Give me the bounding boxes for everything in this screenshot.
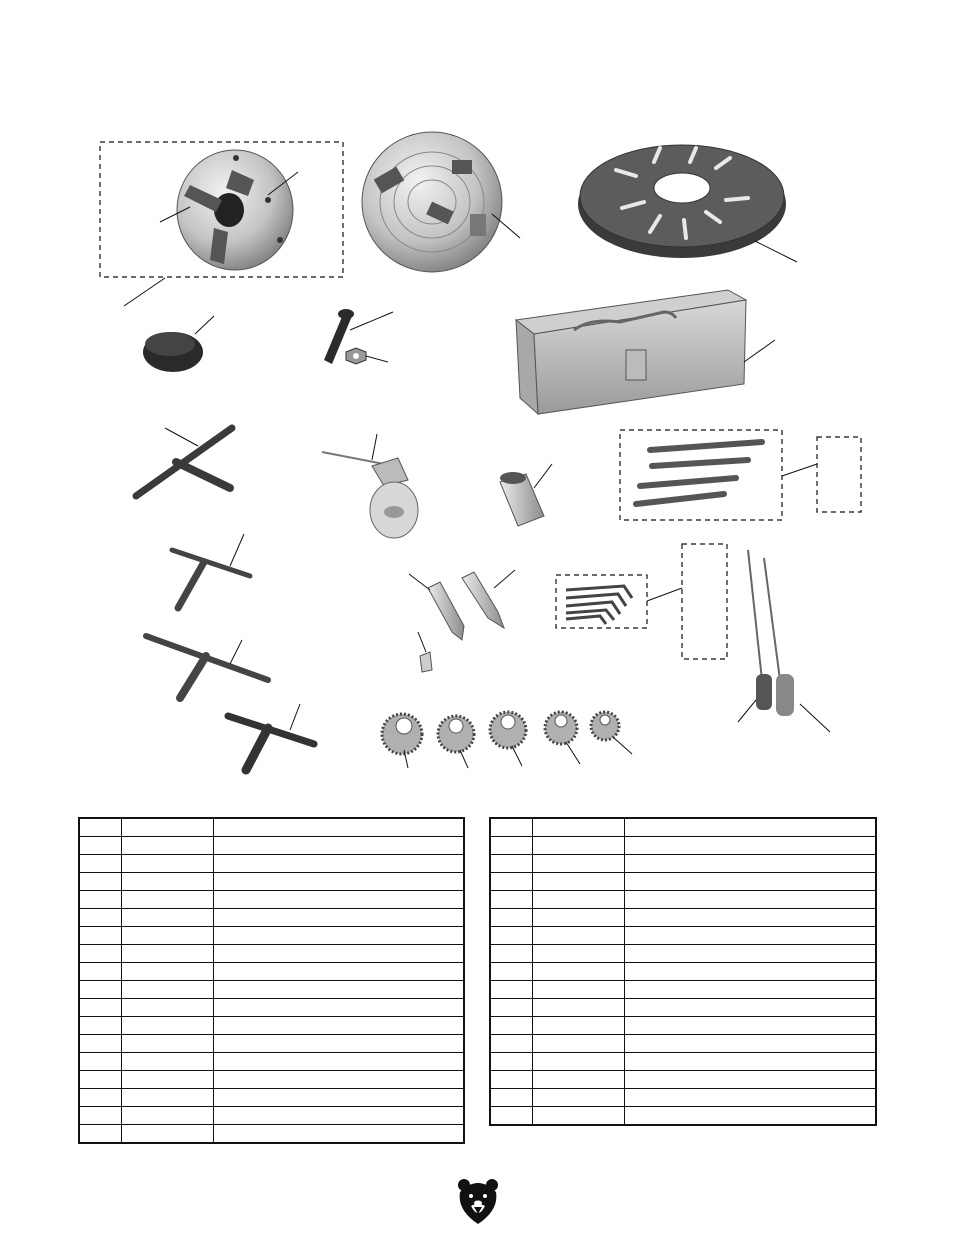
description-cell	[213, 1107, 464, 1125]
description-cell	[624, 1071, 876, 1089]
ref-cell	[490, 873, 532, 891]
table-row	[79, 873, 464, 891]
part-number-cell	[532, 963, 624, 981]
ref-cell	[490, 818, 532, 837]
t-handle-key-2	[146, 636, 268, 698]
toolbox	[516, 290, 775, 414]
description-cell	[624, 1017, 876, 1035]
table-row	[79, 1035, 464, 1053]
description-cell	[213, 818, 464, 837]
table-row	[79, 855, 464, 873]
description-cell	[213, 1053, 464, 1071]
description-cell	[213, 1125, 464, 1144]
large-chuck-key	[136, 428, 232, 496]
description-cell	[624, 981, 876, 999]
part-number-cell	[121, 1053, 213, 1071]
part-number-cell	[121, 963, 213, 981]
table-row	[79, 1125, 464, 1144]
table-row	[79, 1071, 464, 1089]
ref-cell	[79, 855, 121, 873]
description-cell	[213, 891, 464, 909]
part-number-cell	[121, 818, 213, 837]
ref-cell	[490, 999, 532, 1017]
description-cell	[624, 1035, 876, 1053]
part-number-cell	[532, 1107, 624, 1126]
description-cell	[624, 927, 876, 945]
part-number-cell	[121, 1071, 213, 1089]
description-cell	[624, 837, 876, 855]
ref-cell	[79, 818, 121, 837]
change-gears	[382, 712, 632, 768]
table-row	[490, 1017, 876, 1035]
part-number-cell	[532, 1053, 624, 1071]
table-row	[490, 1053, 876, 1071]
description-cell	[624, 963, 876, 981]
ref-cell	[79, 1071, 121, 1089]
description-cell	[624, 999, 876, 1017]
ref-cell	[490, 945, 532, 963]
table-row	[490, 909, 876, 927]
ref-cell	[79, 927, 121, 945]
ref-cell	[490, 1089, 532, 1107]
part-number-cell	[121, 1125, 213, 1144]
part-number-cell	[121, 1107, 213, 1125]
description-cell	[213, 873, 464, 891]
table-row	[490, 981, 876, 999]
faceplate	[578, 145, 797, 262]
part-number-cell	[532, 999, 624, 1017]
table-row	[490, 891, 876, 909]
ref-cell	[490, 909, 532, 927]
ref-cell	[490, 1035, 532, 1053]
description-cell	[624, 909, 876, 927]
table-row	[490, 855, 876, 873]
hex-wrench-set	[556, 544, 727, 659]
inventory-table-left	[78, 817, 465, 1144]
ref-cell	[490, 1017, 532, 1035]
table-row	[490, 873, 876, 891]
part-number-cell	[121, 873, 213, 891]
bolt-and-hex-nut	[324, 309, 393, 364]
three-jaw-chuck	[100, 142, 343, 306]
ref-cell	[79, 999, 121, 1017]
description-cell	[624, 945, 876, 963]
ref-cell	[79, 1035, 121, 1053]
screwdrivers	[738, 550, 830, 732]
ref-cell	[79, 873, 121, 891]
ref-cell	[79, 1125, 121, 1144]
description-cell	[213, 1017, 464, 1035]
part-number-cell	[121, 981, 213, 999]
part-number-cell	[532, 945, 624, 963]
table-row	[490, 837, 876, 855]
table-row	[490, 818, 876, 837]
description-cell	[624, 1053, 876, 1071]
part-number-cell	[121, 855, 213, 873]
table-row	[79, 818, 464, 837]
table-row	[490, 945, 876, 963]
part-number-cell	[532, 837, 624, 855]
part-number-cell	[121, 837, 213, 855]
part-number-cell	[532, 927, 624, 945]
description-cell	[213, 909, 464, 927]
bear-head-icon	[455, 1176, 501, 1226]
description-cell	[213, 981, 464, 999]
table-row	[79, 981, 464, 999]
ref-cell	[79, 891, 121, 909]
oil-can	[322, 434, 418, 538]
table-row	[79, 1107, 464, 1125]
table-row	[490, 1071, 876, 1089]
part-number-cell	[532, 1035, 624, 1053]
table-row	[79, 1089, 464, 1107]
ref-cell	[490, 855, 532, 873]
description-cell	[213, 1089, 464, 1107]
part-number-cell	[121, 1017, 213, 1035]
part-number-cell	[532, 818, 624, 837]
part-number-cell	[121, 1089, 213, 1107]
part-number-cell	[121, 1035, 213, 1053]
ref-cell	[490, 891, 532, 909]
ref-cell	[79, 1107, 121, 1125]
part-number-cell	[121, 999, 213, 1017]
ref-cell	[490, 1107, 532, 1126]
part-number-cell	[532, 1017, 624, 1035]
part-number-cell	[121, 891, 213, 909]
table-row	[79, 963, 464, 981]
description-cell	[624, 855, 876, 873]
ref-cell	[79, 1089, 121, 1107]
open-end-wrench-set	[620, 430, 861, 520]
four-jaw-chuck	[362, 132, 520, 272]
description-cell	[624, 1089, 876, 1107]
ref-cell	[79, 981, 121, 999]
description-cell	[213, 1035, 464, 1053]
ref-cell	[490, 927, 532, 945]
ref-cell	[490, 1071, 532, 1089]
description-cell	[213, 855, 464, 873]
table-row	[79, 927, 464, 945]
table-row	[490, 1107, 876, 1126]
ref-cell	[79, 1053, 121, 1071]
part-number-cell	[532, 873, 624, 891]
table-row	[79, 837, 464, 855]
table-row	[490, 1035, 876, 1053]
ref-cell	[79, 963, 121, 981]
description-cell	[624, 873, 876, 891]
ref-cell	[490, 981, 532, 999]
inventory-table-right	[489, 817, 877, 1126]
table-row	[79, 945, 464, 963]
dead-centers	[409, 570, 515, 672]
part-number-cell	[532, 855, 624, 873]
description-cell	[213, 927, 464, 945]
part-number-cell	[532, 1089, 624, 1107]
table-row	[490, 927, 876, 945]
description-cell	[213, 1071, 464, 1089]
ref-cell	[79, 909, 121, 927]
table-row	[79, 891, 464, 909]
description-cell	[624, 1107, 876, 1126]
part-number-cell	[532, 909, 624, 927]
ref-cell	[490, 963, 532, 981]
part-number-cell	[121, 945, 213, 963]
table-row	[79, 909, 464, 927]
ref-cell	[79, 1017, 121, 1035]
ref-cell	[490, 837, 532, 855]
table-row	[490, 963, 876, 981]
table-row	[490, 1089, 876, 1107]
description-cell	[213, 945, 464, 963]
description-cell	[213, 837, 464, 855]
spindle-sleeve	[500, 464, 552, 526]
table-row	[490, 999, 876, 1017]
description-cell	[624, 891, 876, 909]
table-row	[79, 999, 464, 1017]
table-row	[79, 1053, 464, 1071]
t-handle-key-3	[228, 704, 314, 770]
part-number-cell	[121, 909, 213, 927]
part-number-cell	[532, 891, 624, 909]
t-handle-key-1	[172, 534, 250, 608]
ref-cell	[79, 837, 121, 855]
part-number-cell	[121, 927, 213, 945]
part-number-cell	[532, 1071, 624, 1089]
description-cell	[213, 999, 464, 1017]
ref-cell	[79, 945, 121, 963]
ref-cell	[490, 1053, 532, 1071]
description-cell	[213, 963, 464, 981]
description-cell	[624, 818, 876, 837]
part-number-cell	[532, 981, 624, 999]
table-row	[79, 1017, 464, 1035]
chuck-guard-cap	[143, 316, 214, 372]
